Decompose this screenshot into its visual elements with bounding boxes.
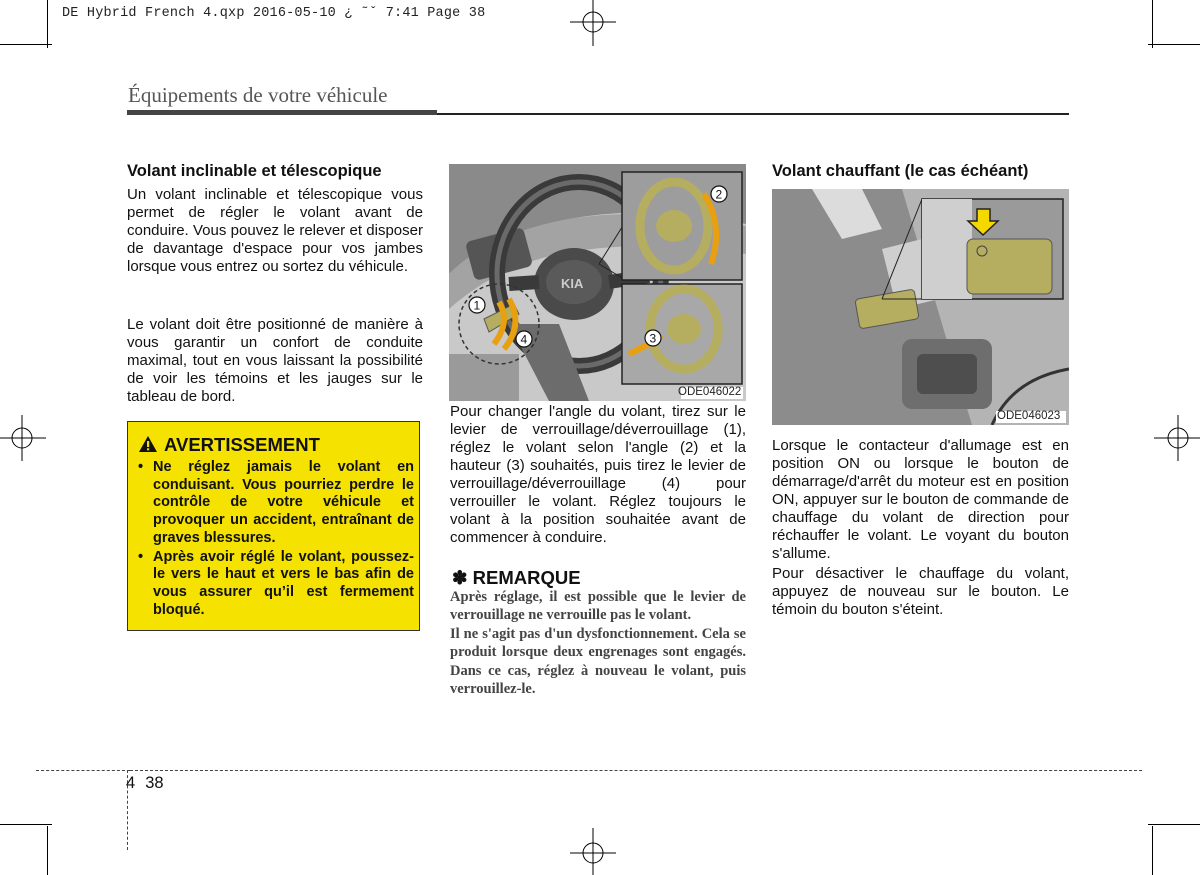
figure-heated-wheel-button (772, 189, 1069, 425)
callout-1: 1 (473, 298, 481, 313)
registration-mark-right (1152, 413, 1200, 463)
warning-title (138, 434, 320, 456)
chapter-number: 4 (126, 774, 136, 792)
note-title: ✽ REMARQUE (452, 567, 581, 588)
page-number-value: 38 (145, 774, 164, 792)
paragraph-position: Le volant doit être positionné de manière à vous garantir un confort de conduite maximal, tout en vous laissant la possibilité de voir les témoins et les jauges sur le tableau de bord. (127, 316, 423, 405)
callout-4: 4 (520, 332, 528, 347)
paragraph-heat-on: Lorsque le contacteur d'allumage est en position ON ou lorsque le bouton de démarrage/d'arrêt du moteur est en position ON, appuyer sur le bouton de commande de chauffage du volant de direction pour réchauffer le volant. Le voyant du bouton s'allume. (772, 437, 1069, 562)
svg-text:KIA: KIA (561, 276, 584, 291)
warning-item: • Ne réglez jamais le volant en conduisant. Vous pourriez perdre le contrôle de votre véhicule et provoquer un accident, entraînant de graves blessures. (138, 459, 414, 548)
warning-list (138, 459, 414, 620)
paragraph-adjust-steps: Pour changer l'angle du volant, tirez sur le levier de verrouillage/déverrouillage (1), réglez le volant selon l'angle (2) et la hauteur (3) souhaités, puis tirez le levier de verrouillage/déverrouillage (4) pour verrouiller le volant. Réglez toujours le volant à la position souhaitée avant de commencer à conduire. (450, 403, 746, 546)
section-title: Équipements de votre véhicule (128, 83, 388, 107)
registration-mark-top (568, 0, 618, 48)
footer-rule-right (130, 770, 1142, 771)
note-text-1: Après réglage, il est possible que le levier de verrouillage ne verrouille pas le volant. (450, 589, 746, 624)
registration-mark-bottom (568, 828, 618, 875)
warning-triangle-icon (138, 435, 158, 453)
paragraph-intro: Un volant inclinable et télescopique vous permet de régler le volant avant de conduire. Vous pouvez le relever et disposer de davantage d'espace pour vos jambes lorsque vous entrez ou sortez du véhicule. (127, 186, 423, 275)
heading-tilt-telescopic: Volant inclinable et télescopique (127, 162, 382, 180)
warning-box (127, 421, 420, 631)
warning-item: • Après avoir réglé le volant, poussez-le vers le haut et vers le bas afin de vous assurer qu’il est fermement bloqué. (138, 549, 414, 620)
footer-rule-left (36, 770, 130, 771)
header-rule-accent (127, 110, 437, 115)
paragraph-heat-off: Pour désactiver le chauffage du volant, appuyez de nouveau sur le bouton. Le témoin du bouton s'éteint. (772, 565, 1069, 618)
figure-steering-adjustment (449, 164, 746, 401)
heading-heated-wheel: Volant chauffant (le cas échéant) (772, 162, 1029, 180)
figure-caption-left: ODE046022 (678, 386, 742, 398)
warning-title-text: AVERTISSEMENT (164, 434, 320, 455)
callout-3: 3 (649, 331, 657, 346)
figure-caption-right: ODE046023 (997, 410, 1061, 422)
registration-mark-left (0, 413, 48, 463)
note-text-2: Il ne s'agit pas d'un dysfonctionnement. Cela se produit lorsque deux engrenages sont engagés. Dans ce cas, réglez à nouveau le volant, puis verrouillez-le. (450, 625, 746, 698)
note-body (450, 588, 746, 698)
callout-2: 2 (715, 187, 723, 202)
page-number (126, 774, 164, 793)
print-slug: DE Hybrid French 4.qxp 2016-05-10 ¿ ˜ˇ 7:41 Page 38 (62, 6, 486, 21)
